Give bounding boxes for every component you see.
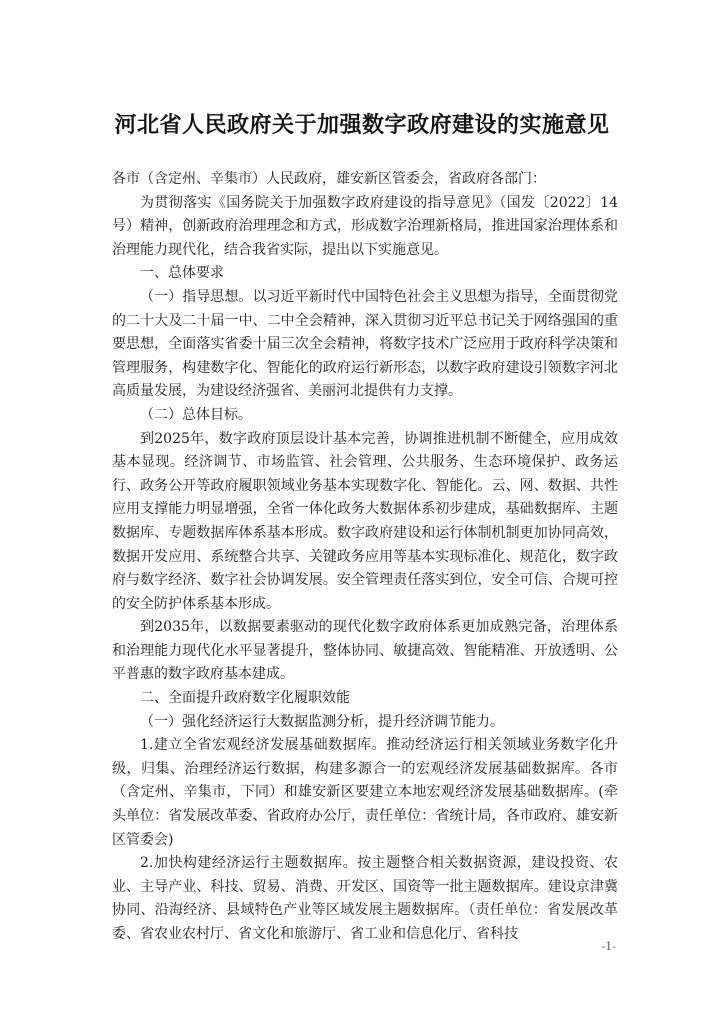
paragraph: （一）强化经济运行大数据监测分析，提升经济调节能力。 [140,713,504,730]
document-title: 河北省人民政府关于加强数字政府建设的实施意见 [114,112,610,138]
paragraph: 到2025年，数字政府顶层设计基本完善，协调推进机制不断健全，应用成效基本显现。经济调节、市场监管、社会管理、公共服务、生态环境保护、政务运行、政务公开等政府履职领域业务基本实现数字化、智能化。云、网、数据、共性应用支撑能力明显增强，全省一体化政务大数据体系初步建成，基础数据库、主题数据库、专题数据库体系基本形成。数字政府建设和运行体制机制更加协同高效，数据开发应用、系统整合共享、关键政务应用等基本实现标准化、规范化，数字政府与数字经济、数字社会协调发展。安全管理责任落实到位，安全可信、合规可控的安全防护体系基本形成。 [112,430,618,612]
paragraph: （二）总体目标。 [140,406,252,423]
paragraph: 到2035年，以数据要素驱动的现代化数字政府体系更加成熟完备，治理体系和治理能力现代化水平显著提升，整体协同、敏捷高效、智能精准、开放透明、公平普惠的数字政府基本建成。 [112,619,618,683]
paragraph: （一）指导思想。以习近平新时代中国特色社会主义思想为指导，全面贯彻党的二十大及二十届一中、二中全会精神，深入贯彻习近平总书记关于网络强国的重要思想，全面落实省委十届三次全会精神，将数字技术广泛应用于政府科学决策和管理服务，构建数字化、智能化的政府运行新形态，以数字政府建设引领数字河北高质量发展，为建设经济强省、美丽河北提供有力支撑。 [112,288,618,400]
paragraph: 二、全面提升政府数字化履职效能 [140,690,350,707]
paragraph: 一、总体要求 [140,265,224,282]
paragraph: 为贯彻落实《国务院关于加强数字政府建设的指导意见》（国发〔2022〕14号）精神，创新政府治理理念和方式，形成数字治理新格局，推进国家治理体系和治理能力现代化，结合我省实际，提出以下实施意见。 [112,194,618,258]
paragraph: 各市（含定州、辛集市）人民政府，雄安新区管委会，省政府各部门： [112,171,546,187]
page-number: -1- [601,940,616,953]
paragraph: 2.加快构建经济运行主题数据库。按主题整合相关数据资源，建设投资、农业、主导产业、科技、贸易、消费、开发区、国资等一批主题数据库。建设京津冀协同、沿海经济、县域特色产业等区域发展主题数据库。（责任单位：省发展改革委、省农业农村厅、省文化和旅游厅、省工业和信息化厅、省科技 [112,855,618,942]
paragraph: 1.建立全省宏观经济发展基础数据库。推动经济运行相关领域业务数字化升级，归集、治理经济运行数据，构建多源合一的宏观经济发展基础数据库。各市（含定州、辛集市，下同）和雄安新区要建立本地宏观经济发展基础数据库。(牵头单位：省发展改革委、省政府办公厅，责任单位：省统计局，各市政府、雄安新区管委会) [112,737,618,848]
document-body [112,168,618,947]
